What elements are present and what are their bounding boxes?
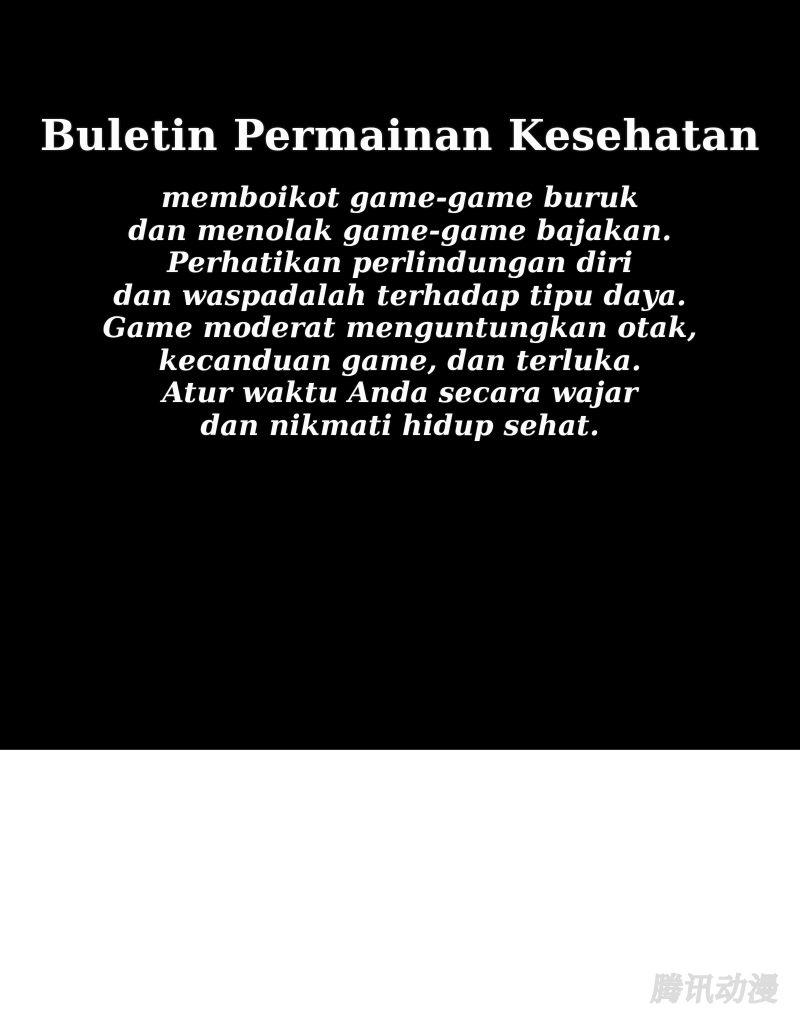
- bulletin-line: Atur waktu Anda secara wajar: [162, 376, 638, 410]
- tencent-comics-watermark: 腾讯动漫: [648, 972, 783, 1008]
- page-title: Buletin Permainan Kesehatan: [39, 111, 761, 160]
- bulletin-line: memboikot game-game buruk: [161, 181, 639, 215]
- bulletin-body: [0, 182, 800, 442]
- bulletin-line: Game moderat menguntungkan otak,: [102, 311, 698, 345]
- bulletin-line: dan menolak game-game bajakan.: [128, 213, 672, 247]
- bulletin-line: dan waspadalah terhadap tipu daya.: [113, 278, 687, 312]
- bulletin-line: Perhatikan perlindungan diri: [167, 246, 633, 280]
- bulletin-line: dan nikmati hidup sehat.: [200, 408, 600, 442]
- bulletin-line: kecanduan game, dan terluka.: [158, 343, 642, 377]
